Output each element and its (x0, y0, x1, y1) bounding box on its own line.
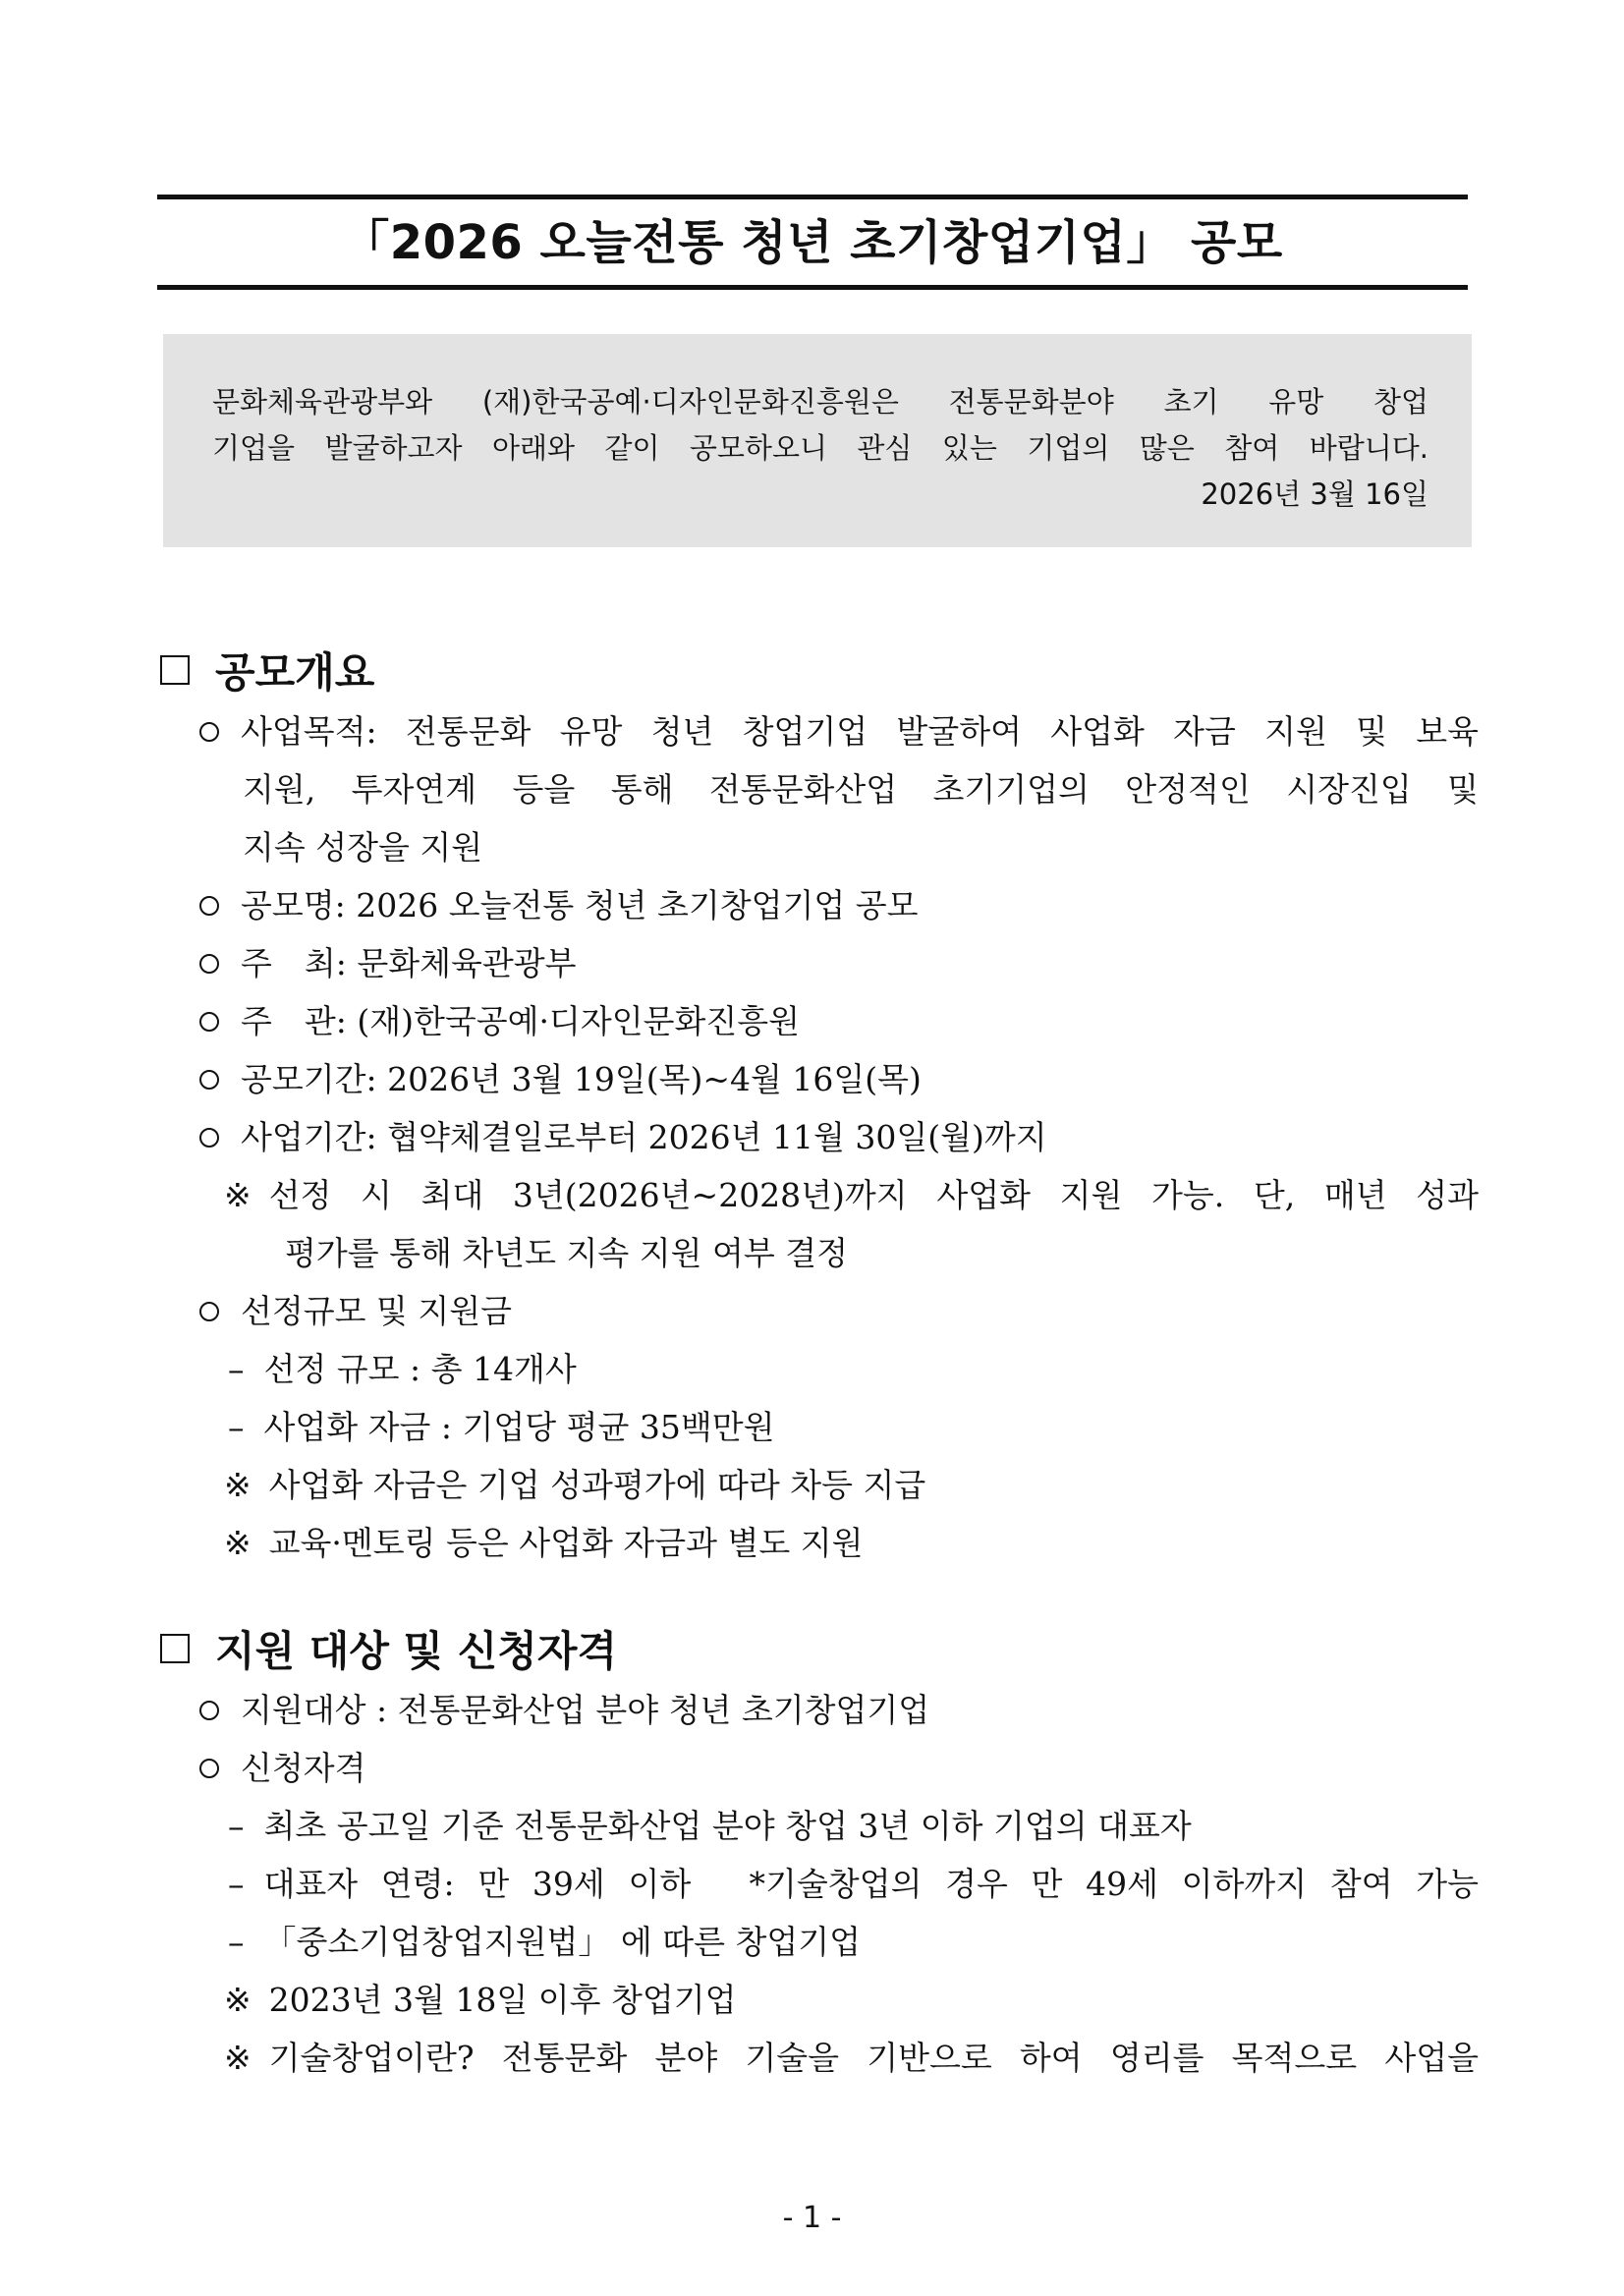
scale-heading: 선정규모 및 지원금 (241, 1292, 513, 1330)
qualify-heading: 신청자격 (241, 1749, 366, 1787)
application-period: 공모기간: 2026년 3월 19일(목)~4월 16일(목) (241, 1060, 922, 1098)
circle-bullet-icon (199, 954, 219, 974)
note-line-2-wrap (285, 1227, 848, 1280)
list-item-period (199, 1053, 922, 1106)
list-item-name (199, 879, 918, 932)
scale-fund: 사업화 자금 : 기업당 평균 35백만원 (263, 1408, 775, 1446)
business-period: 사업기간: 협약체결일로부터 2026년 11월 30일(월)까지 (241, 1118, 1047, 1156)
circle-bullet-icon (199, 722, 219, 742)
contest-name: 공모명: 2026 오늘전통 청년 초기창업기업 공모 (241, 886, 919, 924)
note-line-2: 평가를 통해 차년도 지속 지원 여부 결정 (285, 1234, 848, 1272)
qualify-a: 최초 공고일 기준 전통문화산업 분야 창업 3년 이하 기업의 대표자 (263, 1807, 1192, 1845)
intro-line-1: 문화체육관광부와 (재)한국공예·디자인문화진흥원은 전통문화분야 초기 유망 창업 (212, 385, 1428, 419)
note-founded: 2023년 3월 18일 이후 창업기업 (268, 1981, 737, 2019)
circle-bullet-icon (199, 1701, 219, 1720)
intro-date: 2026년 3월 16일 (1201, 477, 1428, 511)
list-item-scale-fund (228, 1401, 774, 1454)
note-mentoring (224, 1517, 864, 1570)
note-tech-startup (224, 2032, 1479, 2085)
purpose-line-1: 사업목적: 전통문화 유망 청년 창업기업 발굴하여 사업화 자금 지원 및 보육 (241, 712, 1479, 751)
list-item-biz-period (199, 1111, 1047, 1164)
dash-bullet: – (228, 1408, 245, 1446)
intro-box (163, 334, 1472, 547)
note-fund: 사업화 자금은 기업 성과평가에 따라 차등 지급 (268, 1466, 926, 1504)
title-top-rule (157, 195, 1468, 199)
note-founded-after (224, 1974, 737, 2027)
list-item-qualify (199, 1742, 366, 1795)
circle-bullet-icon (199, 1302, 219, 1321)
dash-bullet: – (228, 1807, 245, 1845)
note-line-1: 선정 시 최대 3년(2026년~2028년)까지 사업화 지원 가능. 단, 매년 성과 (268, 1176, 1479, 1214)
checkbox-square-icon (160, 655, 190, 685)
circle-bullet-icon (199, 1070, 219, 1090)
purpose-line-3-wrap (243, 821, 482, 874)
section-heading-overview (160, 641, 374, 700)
organizer: 주 관: (재)한국공예·디자인문화진흥원 (241, 1002, 801, 1040)
list-item-qualify-b (228, 1858, 1479, 1911)
checkbox-square-icon (160, 1634, 190, 1663)
reference-mark: ※ (224, 1176, 252, 1214)
section-heading-label: 공모개요 (215, 648, 375, 697)
purpose-line-2-wrap (243, 763, 1479, 816)
page-title: 「2026 오늘전통 청년 초기창업기업」 공모 (342, 215, 1283, 270)
list-item-qualify-a (228, 1800, 1192, 1853)
circle-bullet-icon (199, 896, 219, 916)
list-item-qualify-c (228, 1916, 861, 1969)
purpose-line-3: 지속 성장을 지원 (243, 828, 483, 867)
reference-mark: ※ (224, 1981, 252, 2019)
note-fund-differential (224, 1459, 925, 1512)
dash-bullet: – (228, 1923, 245, 1961)
qualify-c: 「중소기업창업지원법」 에 따른 창업기업 (263, 1923, 862, 1961)
circle-bullet-icon (199, 1759, 219, 1778)
title-bottom-rule (157, 285, 1468, 290)
section-heading-eligibility (160, 1619, 617, 1678)
dash-bullet: – (228, 1350, 245, 1388)
intro-line-2: 기업을 발굴하고자 아래와 같이 공모하오니 관심 있는 기업의 많은 참여 바랍니다. (212, 431, 1428, 465)
reference-mark: ※ (224, 1524, 252, 1562)
scale-count: 선정 규모 : 총 14개사 (263, 1350, 577, 1388)
page-number: - 1 - (782, 2201, 842, 2235)
purpose-line-2: 지원, 투자연계 등을 통해 전통문화산업 초기기업의 안정적인 시장진입 및 (243, 770, 1479, 809)
section-heading-label: 지원 대상 및 신청자격 (215, 1627, 618, 1675)
reference-mark: ※ (224, 1466, 252, 1504)
host: 주 최: 문화체육관광부 (241, 944, 577, 982)
note-tech: 기술창업이란? 전통문화 분야 기술을 기반으로 하여 영리를 목적으로 사업을 (268, 2039, 1479, 2077)
list-item-host (199, 937, 577, 990)
reference-mark: ※ (224, 2039, 252, 2077)
note-multi-year (224, 1169, 1479, 1222)
support-target: 지원대상 : 전통문화산업 분야 청년 초기창업기업 (241, 1691, 930, 1729)
circle-bullet-icon (199, 1012, 219, 1032)
list-item-scale-count (228, 1343, 577, 1396)
note-mentoring-text: 교육·멘토링 등은 사업화 자금과 별도 지원 (268, 1524, 864, 1562)
list-item-organizer (199, 995, 800, 1048)
circle-bullet-icon (199, 1128, 219, 1148)
list-item-purpose (199, 705, 1479, 758)
list-item-scale (199, 1285, 512, 1338)
qualify-b: 대표자 연령: 만 39세 이하 *기술창업의 경우 만 49세 이하까지 참여 가능 (263, 1865, 1479, 1903)
list-item-target (199, 1684, 929, 1737)
dash-bullet: – (228, 1865, 245, 1903)
